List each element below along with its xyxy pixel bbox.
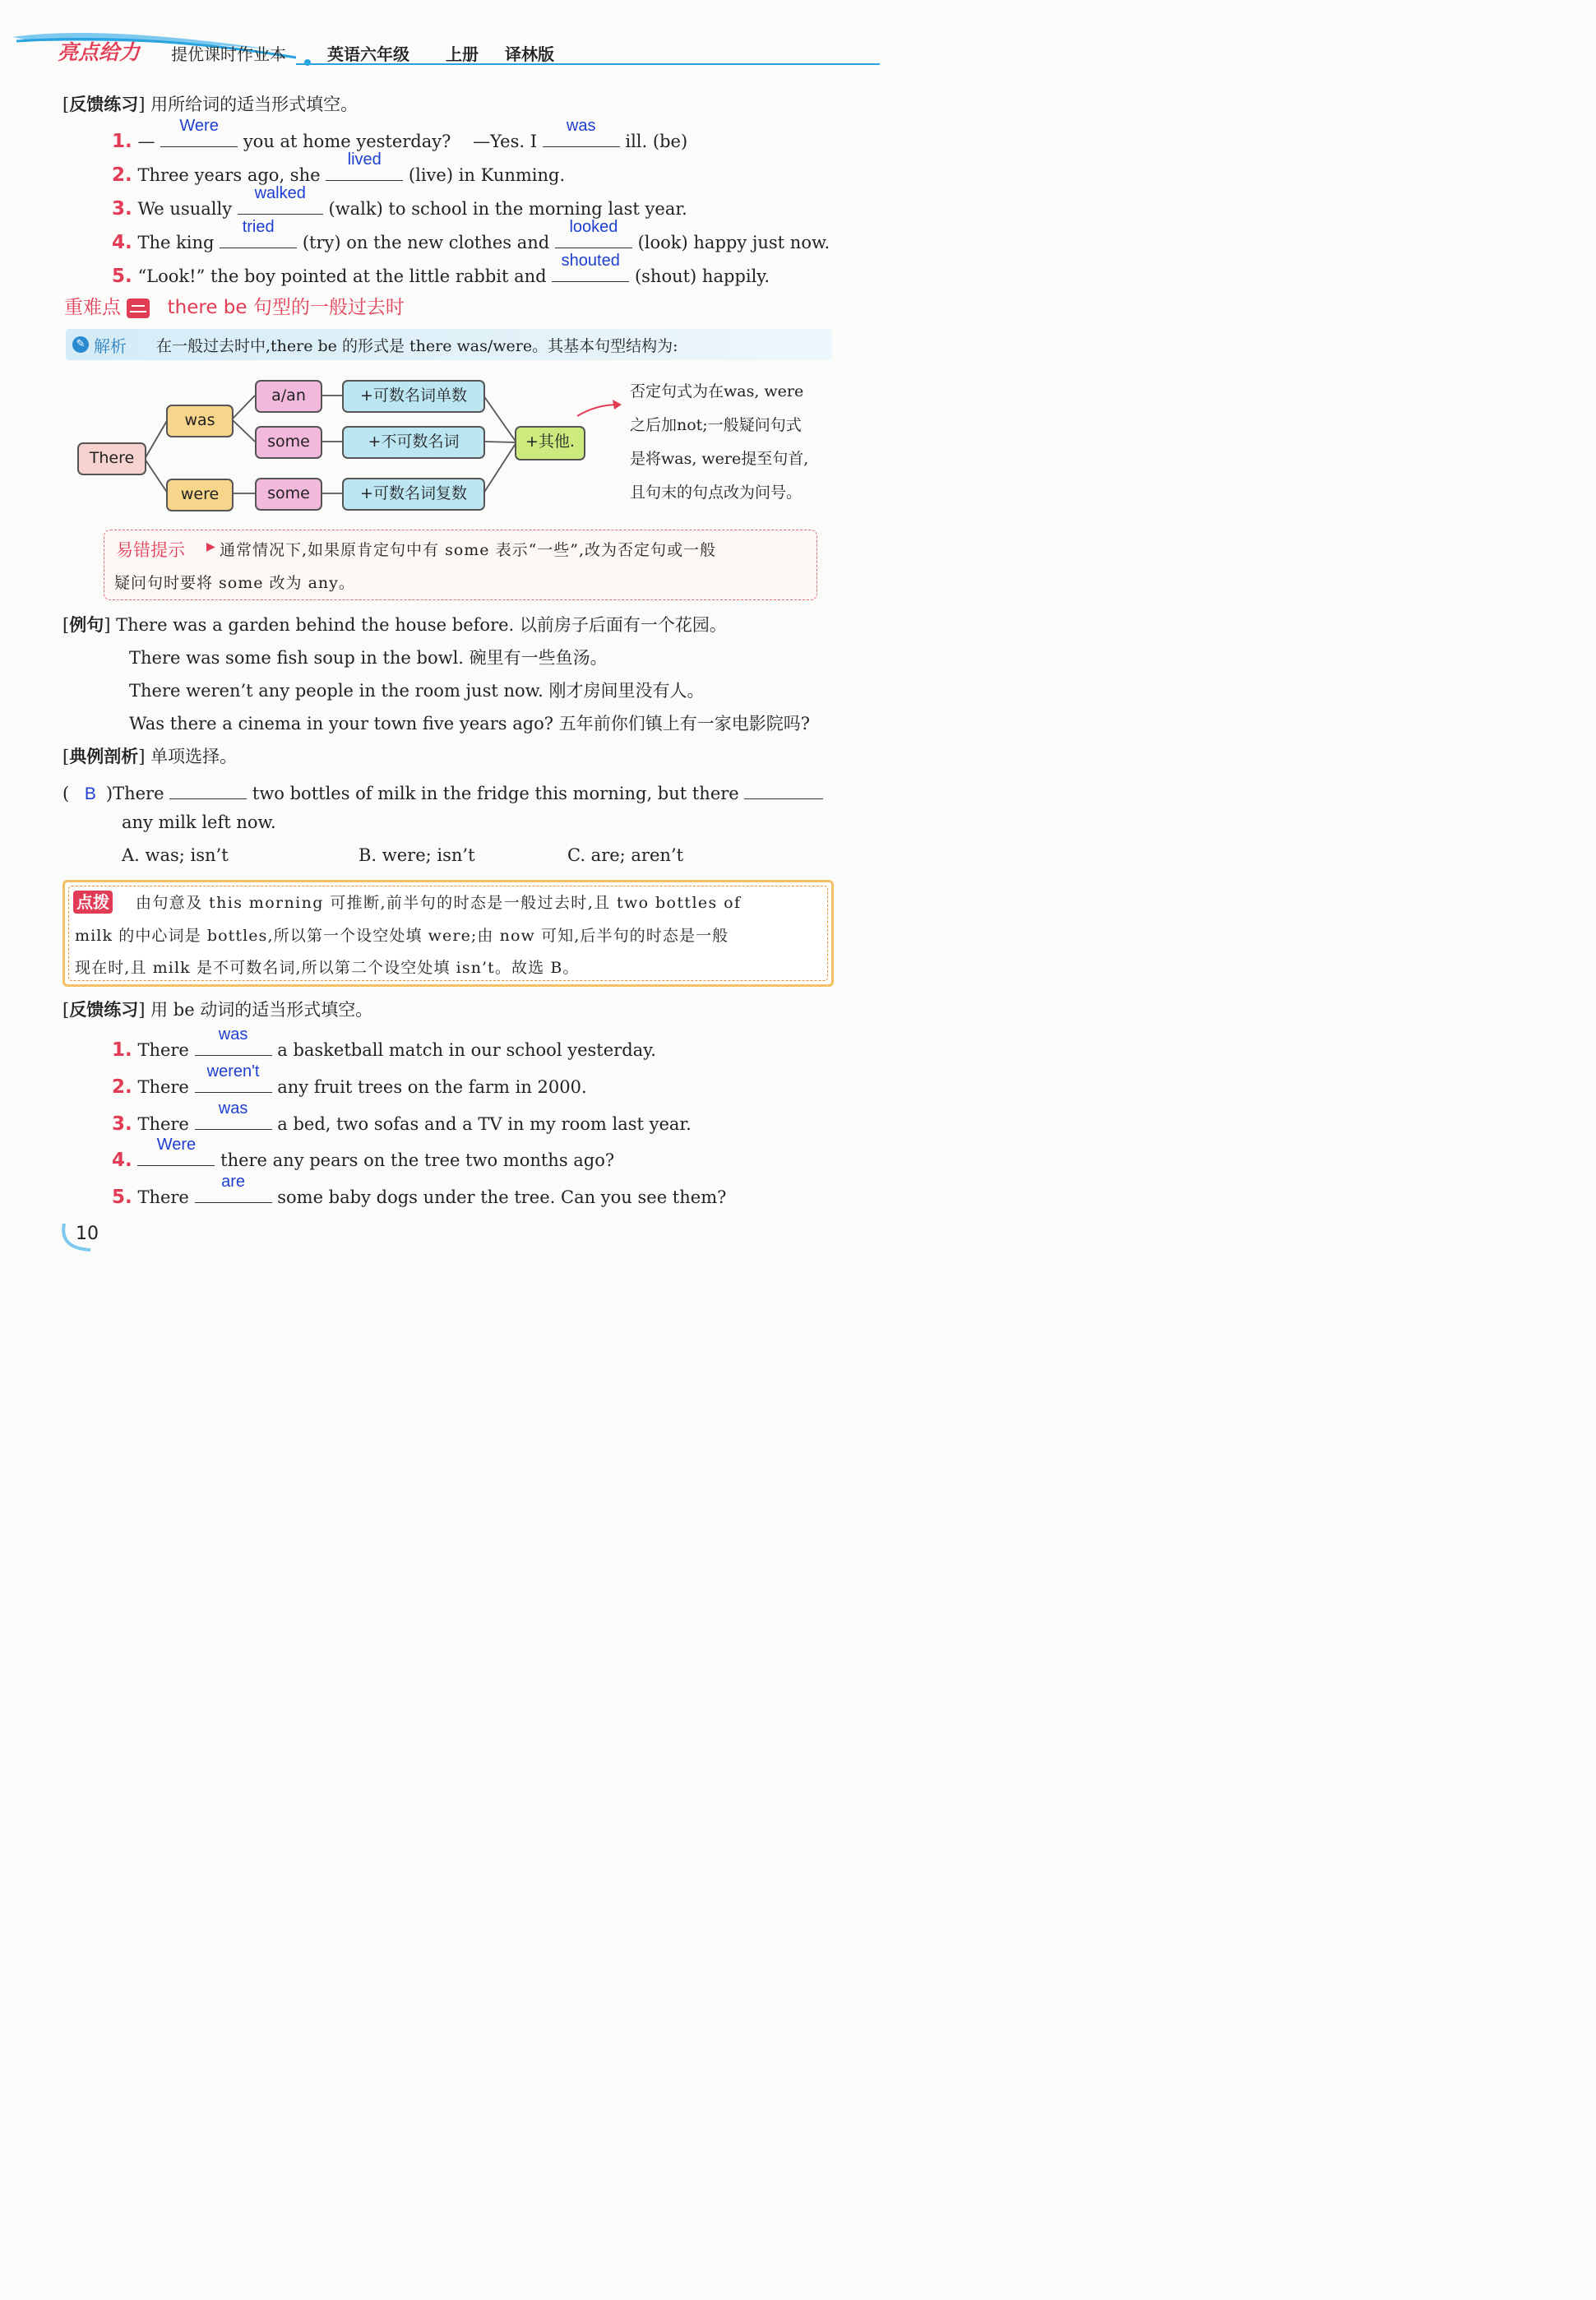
example-sentence: There was a garden behind the house before. 以前房子后面有一个花园。 — [116, 615, 727, 635]
section-number-badge — [127, 298, 150, 318]
were-box: were — [166, 479, 234, 511]
a-an-box: a/an — [255, 380, 322, 413]
item-number: 3. — [112, 198, 132, 220]
analysis-bar — [66, 329, 832, 360]
item-text: some baby dogs under the tree. Can you see them? — [277, 1187, 727, 1207]
examples-line-3 — [129, 678, 704, 703]
answer-blank[interactable] — [555, 218, 632, 248]
arrow-icon: ▶ — [206, 540, 215, 553]
countable-plural-box: +可数名词复数 — [342, 478, 485, 511]
hint-tag: 点拨 — [73, 891, 113, 914]
hint-text: 由句意及 this morning 可推断,前半句的时态是一般过去时,且 two bottles of — [136, 894, 742, 912]
item-text: a basketball match in our school yesterday. — [277, 1040, 656, 1060]
item-text: There — [137, 1077, 189, 1097]
item-number: 4. — [112, 1150, 132, 1171]
some-box-2: some — [255, 478, 322, 511]
answer-blank[interactable] — [195, 1173, 272, 1203]
answer-blank[interactable] — [744, 777, 823, 799]
item-number: 5. — [112, 266, 132, 287]
answer-blank[interactable] — [238, 184, 323, 215]
option-text: A. was; isn’t — [122, 845, 229, 865]
answer-blank[interactable] — [137, 1136, 215, 1166]
answer-text: Were — [179, 117, 219, 135]
tip-text: 通常情况下,如果原肯定句中有 some 表示“一些”,改为否定句或一般 — [220, 541, 717, 559]
analysis-text: 在一般过去时中,there be 的形式是 there was/were。其基本句型结构为: — [156, 337, 678, 355]
item-text: (try) on the new clothes and — [302, 233, 550, 252]
brand-logo: 亮点给力 — [58, 40, 141, 64]
item-number: 4. — [112, 232, 132, 253]
option-a[interactable] — [122, 843, 229, 868]
question-text: )There — [105, 784, 164, 803]
p1-item-4 — [112, 218, 830, 255]
series-title: 提优课时作业本 — [171, 44, 286, 64]
examples-line-1: [例句] There was a garden behind the house before. 以前房子后面有一个花园。 — [62, 615, 727, 635]
answer-text: walked — [254, 184, 306, 202]
typical-tag: 典例剖析 — [69, 747, 139, 766]
countable-singular-box: +可数名词单数 — [342, 380, 485, 413]
some-box-1: some — [255, 426, 322, 459]
item-text: Three years ago, she — [137, 165, 321, 185]
volume-label: 上册 — [446, 44, 479, 64]
section-title: there be 句型的一般过去时 — [167, 297, 405, 318]
examples-line-2 — [129, 646, 608, 670]
was-box: was — [166, 405, 234, 437]
pencil-icon: ✎ — [72, 336, 89, 353]
choice-answer[interactable]: B — [84, 784, 96, 803]
header — [0, 0, 893, 74]
there-box: There — [77, 442, 146, 475]
item-text: (look) happy just now. — [637, 233, 830, 252]
hint-box — [62, 880, 834, 987]
item-number: 1. — [112, 1039, 132, 1061]
p2-item-2 — [112, 1062, 587, 1099]
item-text: you at home yesterday? —Yes. I — [243, 132, 537, 151]
item-number: 5. — [112, 1187, 132, 1208]
answer-blank[interactable] — [220, 218, 297, 248]
note-line: 且句末的句点改为问号。 — [630, 484, 803, 502]
p2-item-4 — [112, 1136, 615, 1173]
item-number: 2. — [112, 164, 132, 186]
practice1-heading: [反馈练习] 用所给词的适当形式填空。 — [62, 95, 359, 114]
item-text: We usually — [137, 199, 233, 219]
typical-question-cont — [122, 810, 276, 835]
option-text: C. are; aren’t — [567, 845, 684, 865]
option-c[interactable] — [567, 843, 683, 868]
answer-blank[interactable] — [543, 117, 620, 147]
tip-tag: 易错提示 — [116, 540, 185, 560]
answer-text: weren't — [206, 1062, 260, 1081]
analysis-tag: 解析 — [94, 336, 127, 356]
section2-heading — [64, 292, 405, 319]
hint-text: 现在时,且 milk 是不可数名词,所以第二个设空处填 isn’t。故选 B。 — [75, 959, 580, 977]
p1-item-2 — [112, 150, 566, 187]
answer-text: was — [566, 117, 596, 135]
p2-item-5 — [112, 1173, 727, 1210]
book-title: 英语六年级 — [327, 44, 409, 64]
section-label: 重难点 — [64, 297, 121, 318]
item-text: There — [137, 1187, 189, 1207]
page-number: 10 — [76, 1224, 99, 1244]
answer-blank[interactable] — [169, 777, 247, 799]
answer-blank[interactable] — [195, 1062, 272, 1093]
item-text: “Look!” the boy pointed at the little rabbit and — [137, 266, 547, 286]
item-number: 1. — [112, 131, 132, 152]
typical-heading: [典例剖析] 单项选择。 — [62, 747, 238, 766]
question-text: two bottles of milk in the fridge this morning, but there — [252, 784, 739, 803]
item-text: (live) in Kunming. — [408, 165, 566, 185]
item-text: there any pears on the tree two months ago? — [220, 1150, 615, 1170]
examples-line-4 — [129, 711, 810, 736]
typical-question: ( B )There two bottles of milk in the fridge this morning, but there — [62, 777, 823, 807]
option-b[interactable] — [359, 843, 475, 868]
answer-blank[interactable] — [195, 1099, 272, 1130]
item-text: The king — [137, 233, 215, 252]
option-text: B. were; isn’t — [359, 845, 475, 865]
example-sentence: Was there a cinema in your town five years ago? 五年前你们镇上有一家电影院吗? — [129, 714, 810, 734]
answer-text: are — [221, 1173, 246, 1191]
answer-text: tried — [242, 218, 275, 236]
item-number: 3. — [112, 1113, 132, 1135]
tip-box — [104, 530, 817, 600]
note-line: 之后加not;一般疑问句式 — [630, 416, 802, 434]
practice2-tag: 反馈练习 — [69, 1000, 139, 1020]
note-line: 是将was, were提至句首, — [630, 450, 809, 468]
practice2-instruction: 用 be 动词的适当形式填空。 — [150, 1000, 373, 1020]
answer-text: was — [218, 1099, 248, 1118]
p2-item-1 — [112, 1025, 656, 1062]
answer-blank[interactable] — [195, 1025, 272, 1056]
item-text: (walk) to school in the morning last year. — [328, 199, 687, 219]
diagram-note — [630, 375, 808, 510]
item-text: ill. (be) — [625, 132, 688, 151]
item-text: (shout) happily. — [634, 266, 770, 286]
edition-label: 译林版 — [505, 44, 554, 64]
item-text: There — [137, 1114, 189, 1134]
item-text: any fruit trees on the farm in 2000. — [277, 1077, 587, 1097]
uncountable-box: +不可数名词 — [342, 426, 485, 459]
answer-text: was — [218, 1025, 248, 1044]
answer-text: looked — [569, 218, 618, 236]
practice2-heading: [反馈练习] 用 be 动词的适当形式填空。 — [62, 1000, 373, 1020]
answer-blank[interactable] — [160, 117, 238, 147]
answer-blank[interactable] — [552, 252, 629, 282]
sentence-pattern-diagram — [0, 370, 893, 518]
answer-blank[interactable] — [326, 150, 403, 181]
example-sentence: There weren’t any people in the room just now. 刚才房间里没有人。 — [129, 681, 705, 701]
other-box: +其他. — [515, 426, 585, 460]
question-text: any milk left now. — [122, 812, 276, 832]
item-text: There — [137, 1040, 189, 1060]
p1-item-5 — [112, 252, 770, 289]
item-number: 2. — [112, 1076, 132, 1098]
tip-text: 疑问句时要将 some 改为 any。 — [114, 574, 355, 592]
practice1-tag: 反馈练习 — [69, 95, 139, 114]
answer-text: Were — [156, 1136, 197, 1154]
example-sentence: There was some fish soup in the bowl. 碗里有一些鱼汤。 — [129, 648, 608, 668]
item-text: a bed, two sofas and a TV in my room last year. — [277, 1114, 692, 1134]
typical-instruction: 单项选择。 — [150, 747, 238, 766]
answer-text: shouted — [561, 252, 620, 270]
practice1-instruction: 用所给词的适当形式填空。 — [150, 95, 359, 114]
examples-tag: 例句 — [69, 615, 104, 635]
note-line: 否定句式为在was, were — [630, 382, 804, 400]
item-text: — — [137, 132, 155, 151]
answer-text: lived — [347, 150, 382, 169]
hint-text: milk 的中心词是 bottles,所以第一个设空处填 were;由 now 可知,后半句的时态是一般 — [75, 927, 729, 945]
